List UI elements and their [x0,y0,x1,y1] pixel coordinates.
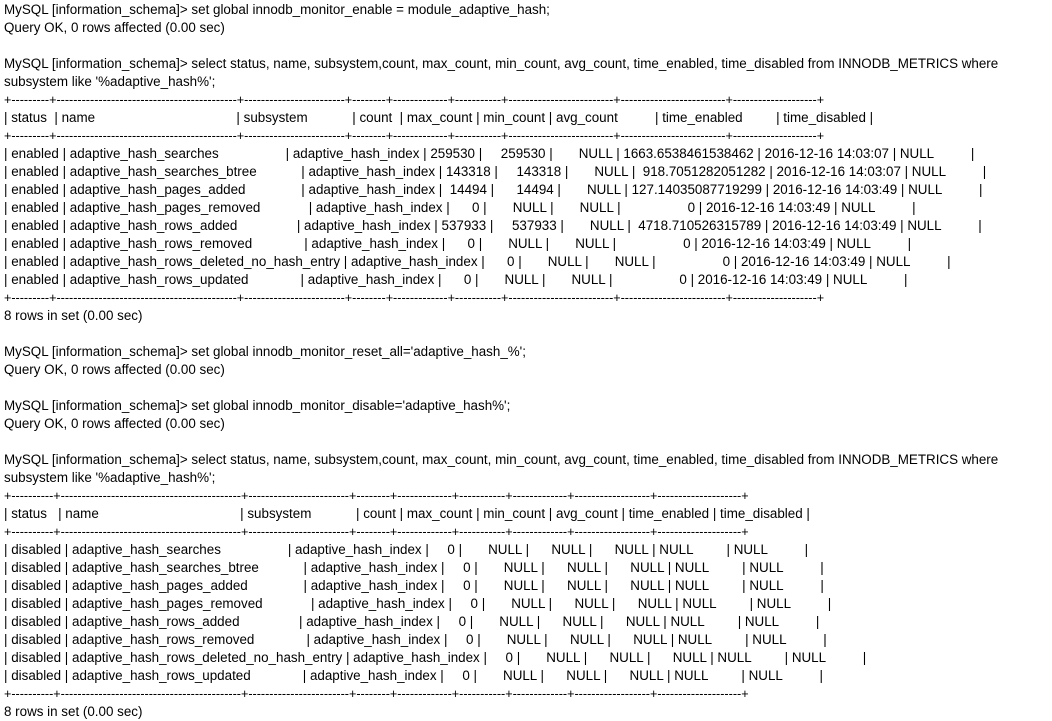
prompt-command-line: MySQL [information_schema]> select status, name, subsystem,count, max_count, min_count, avg_count, time_enabled, time_disabled from INNODB_METRICS where [4,452,999,467]
table-border-line: +---------+-------------------------------------------+------------------------+--------+-------------+-----------+-------------------------+-------------------------+--------------------+ [4,291,825,305]
row-count-line: 8 rows in set (0.00 sec) [4,704,143,719]
table-row: | disabled | adaptive_hash_pages_added | adaptive_hash_index | 0 | NULL | NULL | NULL | NULL | NULL | [4,578,824,593]
command-continuation-line: subsystem like '%adaptive_hash%'; [4,74,216,89]
table-row: | disabled | adaptive_hash_rows_updated | adaptive_hash_index | 0 | NULL | NULL | NULL | NULL | NULL | [4,668,824,683]
blank-line [4,325,1050,343]
prompt-command-line: MySQL [information_schema]> set global innodb_monitor_reset_all='adaptive_hash_%'; [4,344,526,359]
terminal-output[interactable] [4,1,1050,721]
blank-line [4,379,1050,397]
row-count-line: 8 rows in set (0.00 sec) [4,308,143,323]
table-row: | disabled | adaptive_hash_rows_deleted_no_hash_entry | adaptive_hash_index | 0 | NULL | NULL | NULL | NULL | NULL | [4,650,867,665]
table-row: | enabled | adaptive_hash_pages_removed | adaptive_hash_index | 0 | NULL | NULL | 0 | 2016-12-16 14:03:49 | NULL | [4,200,916,215]
table-row: | enabled | adaptive_hash_rows_added | adaptive_hash_index | 537933 | 537933 | NULL | 4718.710526315789 | 2016-12-16 14:03:49 | NULL | [4,218,982,233]
command-continuation-line: subsystem like '%adaptive_hash%'; [4,470,216,485]
table-row: | enabled | adaptive_hash_searches_btree | adaptive_hash_index | 143318 | 143318 | NULL | 918.7051282051282 | 2016-12-16 14:03:07 | NULL | [4,164,987,179]
table-border-line: +---------+-------------------------------------------+------------------------+--------+-------------+-----------+-------------------------+-------------------------+--------------------+ [4,129,825,143]
table-row: | disabled | adaptive_hash_rows_removed | adaptive_hash_index | 0 | NULL | NULL | NULL | NULL | NULL | [4,632,827,647]
query-result-line: Query OK, 0 rows affected (0.00 sec) [4,416,225,431]
table-border-line: +----------+-------------------------------------------+------------------------+--------+-------------+-----------+-------------+------------------+--------------------+ [4,525,749,539]
table-border-line: +----------+-------------------------------------------+------------------------+--------+-------------+-----------+-------------+------------------+--------------------+ [4,489,749,503]
table-row: | disabled | adaptive_hash_rows_added | adaptive_hash_index | 0 | NULL | NULL | NULL | NULL | NULL | [4,614,820,629]
table-row: | enabled | adaptive_hash_rows_deleted_no_hash_entry | adaptive_hash_index | 0 | NULL | NULL | 0 | 2016-12-16 14:03:49 | NULL | [4,254,951,269]
table-row: | disabled | adaptive_hash_pages_removed | adaptive_hash_index | 0 | NULL | NULL | NULL | NULL | NULL | [4,596,832,611]
table-border-line: +---------+-------------------------------------------+------------------------+--------+-------------+-----------+-------------------------+-------------------------+--------------------+ [4,93,825,107]
query-result-line: Query OK, 0 rows affected (0.00 sec) [4,362,225,377]
blank-line [4,37,1050,55]
table-border-line: +----------+-------------------------------------------+------------------------+--------+-------------+-----------+-------------+------------------+--------------------+ [4,687,749,701]
table-row: | enabled | adaptive_hash_searches | adaptive_hash_index | 259530 | 259530 | NULL | 1663.6538461538462 | 2016-12-16 14:03:07 | NULL | [4,146,975,161]
table-header-row: | status | name | subsystem | count | max_count | min_count | avg_count | time_enabled | time_disabled | [4,110,874,125]
blank-line [4,433,1050,451]
query-result-line: Query OK, 0 rows affected (0.00 sec) [4,20,225,35]
table-row: | disabled | adaptive_hash_searches_btree | adaptive_hash_index | 0 | NULL | NULL | NULL | NULL | NULL | [4,560,824,575]
table-row: | enabled | adaptive_hash_rows_updated | adaptive_hash_index | 0 | NULL | NULL | 0 | 2016-12-16 14:03:49 | NULL | [4,272,908,287]
table-row: | disabled | adaptive_hash_searches | adaptive_hash_index | 0 | NULL | NULL | NULL | NULL | NULL | [4,542,809,557]
prompt-command-line: MySQL [information_schema]> set global innodb_monitor_disable='adaptive_hash%'; [4,398,511,413]
table-row: | enabled | adaptive_hash_rows_removed | adaptive_hash_index | 0 | NULL | NULL | 0 | 2016-12-16 14:03:49 | NULL | [4,236,912,251]
table-header-row: | status | name | subsystem | count | max_count | min_count | avg_count | time_enabled | time_disabled | [4,506,810,521]
prompt-command-line: MySQL [information_schema]> set global innodb_monitor_enable = module_adaptive_hash; [4,2,550,17]
prompt-command-line: MySQL [information_schema]> select status, name, subsystem,count, max_count, min_count, avg_count, time_enabled, time_disabled from INNODB_METRICS where [4,56,999,71]
table-row: | enabled | adaptive_hash_pages_added | adaptive_hash_index | 14494 | 14494 | NULL | 127.14035087719299 | 2016-12-16 14:03:49 | NULL | [4,182,983,197]
